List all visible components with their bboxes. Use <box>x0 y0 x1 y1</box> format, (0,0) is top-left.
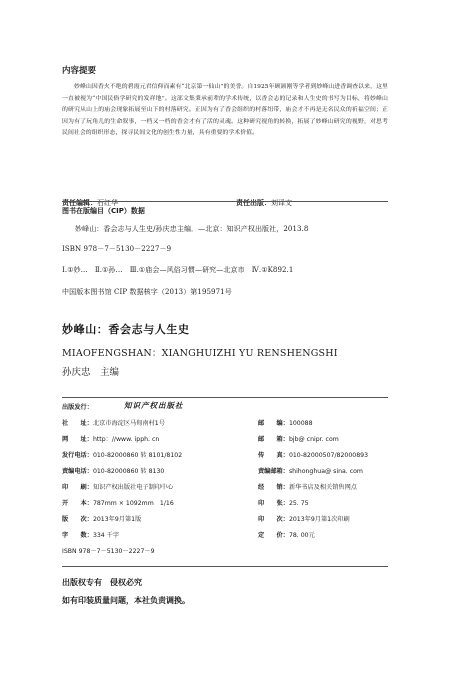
fax-row <box>258 450 368 459</box>
editor-phone-value: 010-82000860 转 8130 <box>92 468 165 475</box>
postcode-label: 邮 编： <box>258 420 289 427</box>
responsible-publishing <box>236 190 292 209</box>
cip-line-number: 中国版本图书馆 CIP 数据核字（2013）第195971号 <box>62 288 232 296</box>
impression-value: 2013年9月第1次印刷 <box>288 516 350 523</box>
editor-phone-label: 责编电话： <box>62 468 93 475</box>
edition-row <box>62 514 141 523</box>
email-label: 邮 箱： <box>258 436 289 443</box>
postcode-row <box>258 418 313 427</box>
responsible-publishing-label: 责任出版： <box>236 199 271 207</box>
editor-email-row <box>258 466 363 475</box>
editor-email-label: 责编邮箱： <box>258 468 289 475</box>
publisher-label: 出版发行： <box>62 404 93 411</box>
editor-phone-row <box>62 466 164 475</box>
distribution-label: 经 销： <box>258 484 289 491</box>
email-row <box>258 434 339 443</box>
responsible-editor-label: 责任编辑： <box>62 199 97 207</box>
cip-line-classification: Ⅰ.①妙… Ⅱ.①孙… Ⅲ.①庙会—风俗习惯—研究—北京市 Ⅳ.①K892.1 <box>62 266 294 274</box>
sheets-row <box>258 498 309 507</box>
responsible-editor-name: 石红华 <box>97 199 118 207</box>
editor-email-value: shihonghua@ sina. com <box>288 468 363 475</box>
impression-row <box>258 514 350 523</box>
divider <box>62 397 388 398</box>
address-row <box>62 418 165 427</box>
phone-row <box>62 450 182 459</box>
divider <box>62 201 388 202</box>
price-label: 定 价： <box>258 532 289 539</box>
fax-value: 010-82000507/82000893 <box>288 452 369 459</box>
cip-line-isbn: ISBN 978－7－5130－2227－9 <box>62 245 172 253</box>
words-value: 334 千字 <box>92 532 120 539</box>
divider <box>62 566 388 567</box>
print-row <box>62 482 173 491</box>
edition-label: 版 次： <box>62 516 93 523</box>
impression-label: 印 次： <box>258 516 289 523</box>
sheets-label: 印 张： <box>258 500 289 507</box>
distribution-value: 新华书店及相关销售网点 <box>288 484 357 491</box>
book-title-pinyin: MIAOFENGSHAN：XIANGHUIZHI YU RENSHENGSHI <box>62 348 338 359</box>
responsible-publishing-name: 刘译文 <box>271 199 292 207</box>
sheets-value: 25. 75 <box>288 500 309 507</box>
words-row <box>62 530 119 539</box>
format-row <box>62 498 174 507</box>
rights-notice: 出版权专有 侵权必究 <box>62 578 142 587</box>
address-value: 北京市海淀区马甸南村1号 <box>92 420 165 427</box>
address-label: 社 址： <box>62 420 93 427</box>
price-value: 78. 00元 <box>288 532 315 539</box>
summary-body: 妙峰山因香火不绝的碧霞元君信仰而素有“北京第一仙山”的美誉。自1925年顾颉刚等学者到妙峰山进香调查以来，这里一直被视为“中国民俗学研究的发祥地”。这部文集秉承前辈的学术传统，以香会志的记录和人生史的书写为目标，将妙峰山的研究从山上的庙会现象拓展至山下的村落研究。正因为有了香会组织的村落纽带，庙会才不再是无名民众的祈福空间；正因为有了玩角儿的生命叙事，一档又一档的香会才有了活的灵魂。这种研究视角的转换，拓展了妙峰山研究的视野，对思考民间社会的组织形态，探寻民间文化的创生性力量，具有重要的学术价值。 <box>62 84 388 136</box>
edition-value: 2013年9月第1版 <box>92 516 142 523</box>
format-value: 787mm × 1092mm 1/16 <box>92 500 174 507</box>
website-value: http：//www. ipph. cn <box>92 436 160 443</box>
publisher-row <box>62 402 93 411</box>
book-author: 孙庆忠 主编 <box>62 367 120 378</box>
phone-value: 010-82000860 转 8101/8102 <box>92 452 183 459</box>
postcode-value: 100088 <box>288 420 313 427</box>
publisher-logo: 知识产权出版社 <box>124 401 184 410</box>
summary-heading: 内容提要 <box>62 66 97 76</box>
email-value: bjb@ cnipr. com <box>288 436 339 443</box>
price-row <box>258 530 315 539</box>
print-value: 知识产权出版社电子制印中心 <box>92 484 174 491</box>
book-title: 妙峰山：香会志与人生史 <box>62 323 190 336</box>
isbn-line: ISBN 978－7－5130－2227－9 <box>62 548 155 555</box>
website-row <box>62 434 159 443</box>
print-label: 印 刷： <box>62 484 93 491</box>
distribution-row <box>258 482 357 491</box>
phone-label: 发行电话： <box>62 452 93 459</box>
cip-heading: 图书在版编目（CIP）数据 <box>62 207 145 215</box>
website-label: 网 址： <box>62 436 93 443</box>
format-label: 开 本： <box>62 500 93 507</box>
cip-line-1: 妙峰山：香会志与人生史/孙庆忠主编．—北京：知识产权出版社，2013.8 <box>75 225 309 233</box>
words-label: 字 数： <box>62 532 93 539</box>
fax-label: 传 真： <box>258 452 289 459</box>
replacement-notice: 如有印装质量问题，本社负责调换。 <box>62 596 190 605</box>
